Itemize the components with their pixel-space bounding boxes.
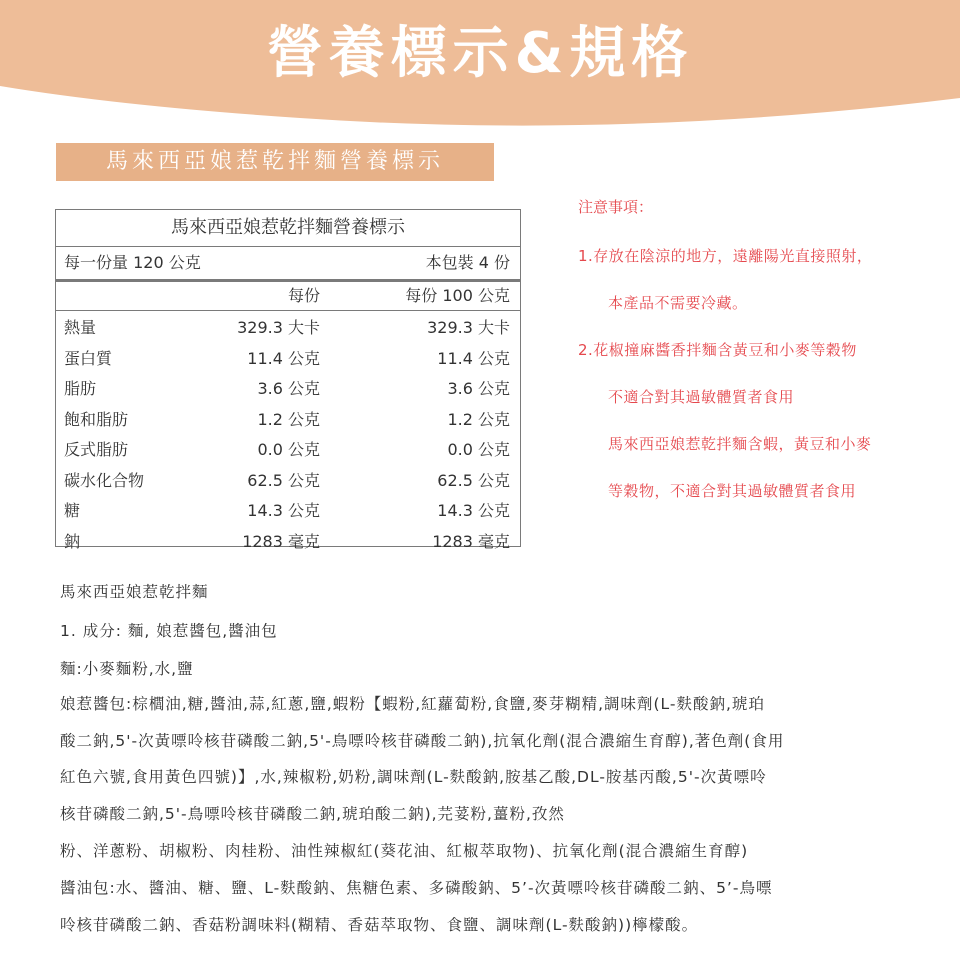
notes-heading: 注意事項：: [578, 198, 654, 216]
table-row: [56, 496, 520, 527]
nutrient-name: 碳水化合物: [64, 470, 145, 490]
note-line: 2.花椒撞麻醬香拌麵含黃豆和小麥等穀物: [578, 341, 857, 359]
section-title-bar: 馬來西亞娘惹乾拌麵營養標示: [56, 143, 494, 181]
table-row: [56, 527, 520, 558]
ingredients-line: 1. 成分: 麵, 娘惹醬包,醬油包: [60, 622, 278, 640]
nutrition-column-headers: [56, 282, 520, 311]
nutrient-per-serving: 1283 毫克: [242, 531, 320, 551]
table-row: [56, 374, 520, 405]
table-row: [56, 405, 520, 436]
nutrient-name: 蛋白質: [64, 348, 113, 368]
table-row: [56, 344, 520, 375]
ingredients-line: 核苷磷酸二鈉,5'-鳥嘌呤核苷磷酸二鈉,琥珀酸二鈉),芫荽粉,薑粉,孜然: [60, 805, 565, 823]
nutrient-per-100g: 0.0 公克: [447, 440, 510, 459]
nutrient-per-serving: 0.0 公克: [257, 440, 320, 459]
note-line: 不適合對其過敏體質者食用: [608, 388, 795, 406]
ingredients-line: 麵:小麥麵粉,水,鹽: [60, 660, 194, 678]
nutrient-per-serving: 329.3 大卡: [237, 318, 320, 337]
table-row: [56, 435, 520, 466]
note-line: 馬來西亞娘惹乾拌麵含蝦，黃豆和小麥: [608, 435, 872, 453]
column-header-per-serving: 每份: [287, 286, 320, 305]
ingredients-line: 粉、洋蔥粉、胡椒粉、肉桂粉、油性辣椒紅(葵花油、紅椒萃取物)、抗氧化劑(混合濃縮生育醇): [60, 842, 749, 860]
nutrient-per-serving: 1.2 公克: [257, 409, 320, 429]
nutrient-name: 反式脂肪: [64, 440, 129, 459]
nutrition-rows: [56, 311, 520, 557]
note-line: 等穀物，不適合對其過敏體質者食用: [608, 482, 857, 500]
note-line: 本產品不需要冷藏。: [608, 294, 748, 312]
nutrient-per-100g: 11.4 公克: [437, 348, 510, 368]
nutrient-per-100g: 3.6 公克: [447, 379, 510, 398]
nutrient-per-100g: 14.3 公克: [437, 501, 510, 520]
serving-size: 每一份量 120 公克: [64, 253, 201, 272]
ingredients-line: 呤核苷磷酸二鈉、香菇粉調味料(糊精、香菇萃取物、食鹽、調味劑(L-麩酸鈉))檸檬酸。: [60, 916, 699, 934]
nutrient-per-serving: 14.3 公克: [247, 501, 320, 520]
nutrient-per-serving: 62.5 公克: [247, 470, 320, 490]
table-row: [56, 313, 520, 344]
nutrient-name: 脂肪: [64, 379, 97, 398]
nutrient-per-100g: 1.2 公克: [447, 409, 510, 429]
nutrient-per-serving: 3.6 公克: [257, 379, 320, 398]
note-line: 1.存放在陰涼的地方，遠離陽光直接照射，: [578, 247, 873, 265]
nutrient-name: 糖: [64, 501, 81, 520]
ingredients-line: 紅色六號,食用黃色四號)】,水,辣椒粉,奶粉,調味劑(L-麩酸鈉,胺基乙酸,DL-胺基丙酸,5'-次黃嘌呤: [60, 768, 767, 786]
nutrient-per-100g: 1283 毫克: [432, 531, 510, 551]
nutrition-facts-table: [55, 209, 521, 551]
nutrient-name: 鈉: [64, 531, 81, 551]
ingredients-line: 醬油包:水、醬油、糖、鹽、L-麩酸鈉、焦糖色素、多磷酸鈉、5’-次黃嘌呤核苷磷酸二鈉、5’-鳥嘌: [60, 879, 773, 897]
nutrient-per-serving: 11.4 公克: [247, 348, 320, 368]
page-title: 營養標示&規格: [266, 21, 694, 86]
nutrient-per-100g: 62.5 公克: [437, 470, 510, 490]
nutrient-name: 熱量: [64, 318, 97, 337]
serving-info-row: [56, 247, 520, 282]
column-header-per-100g: 每份 100 公克: [405, 286, 510, 305]
ingredients-line: 酸二鈉,5'-次黃嘌呤核苷磷酸二鈉,5'-鳥嘌呤核苷磷酸二鈉),抗氧化劑(混合濃縮生育醇),著色劑(食用: [60, 732, 785, 750]
servings-per-package: 本包裝 4 份: [425, 253, 510, 272]
nutrition-table-title: 馬來西亞娘惹乾拌麵營養標示: [56, 210, 520, 247]
nutrient-name: 飽和脂肪: [64, 409, 129, 429]
ingredients-line: 馬來西亞娘惹乾拌麵: [60, 583, 209, 601]
ingredients-line: 娘惹醬包:棕櫚油,糖,醬油,蒜,紅蔥,鹽,蝦粉【蝦粉,紅蘿蔔粉,食鹽,麥芽糊精,調味劑(L-麩酸鈉,琥珀: [60, 695, 765, 713]
table-row: [56, 466, 520, 497]
nutrient-per-100g: 329.3 大卡: [427, 318, 510, 337]
